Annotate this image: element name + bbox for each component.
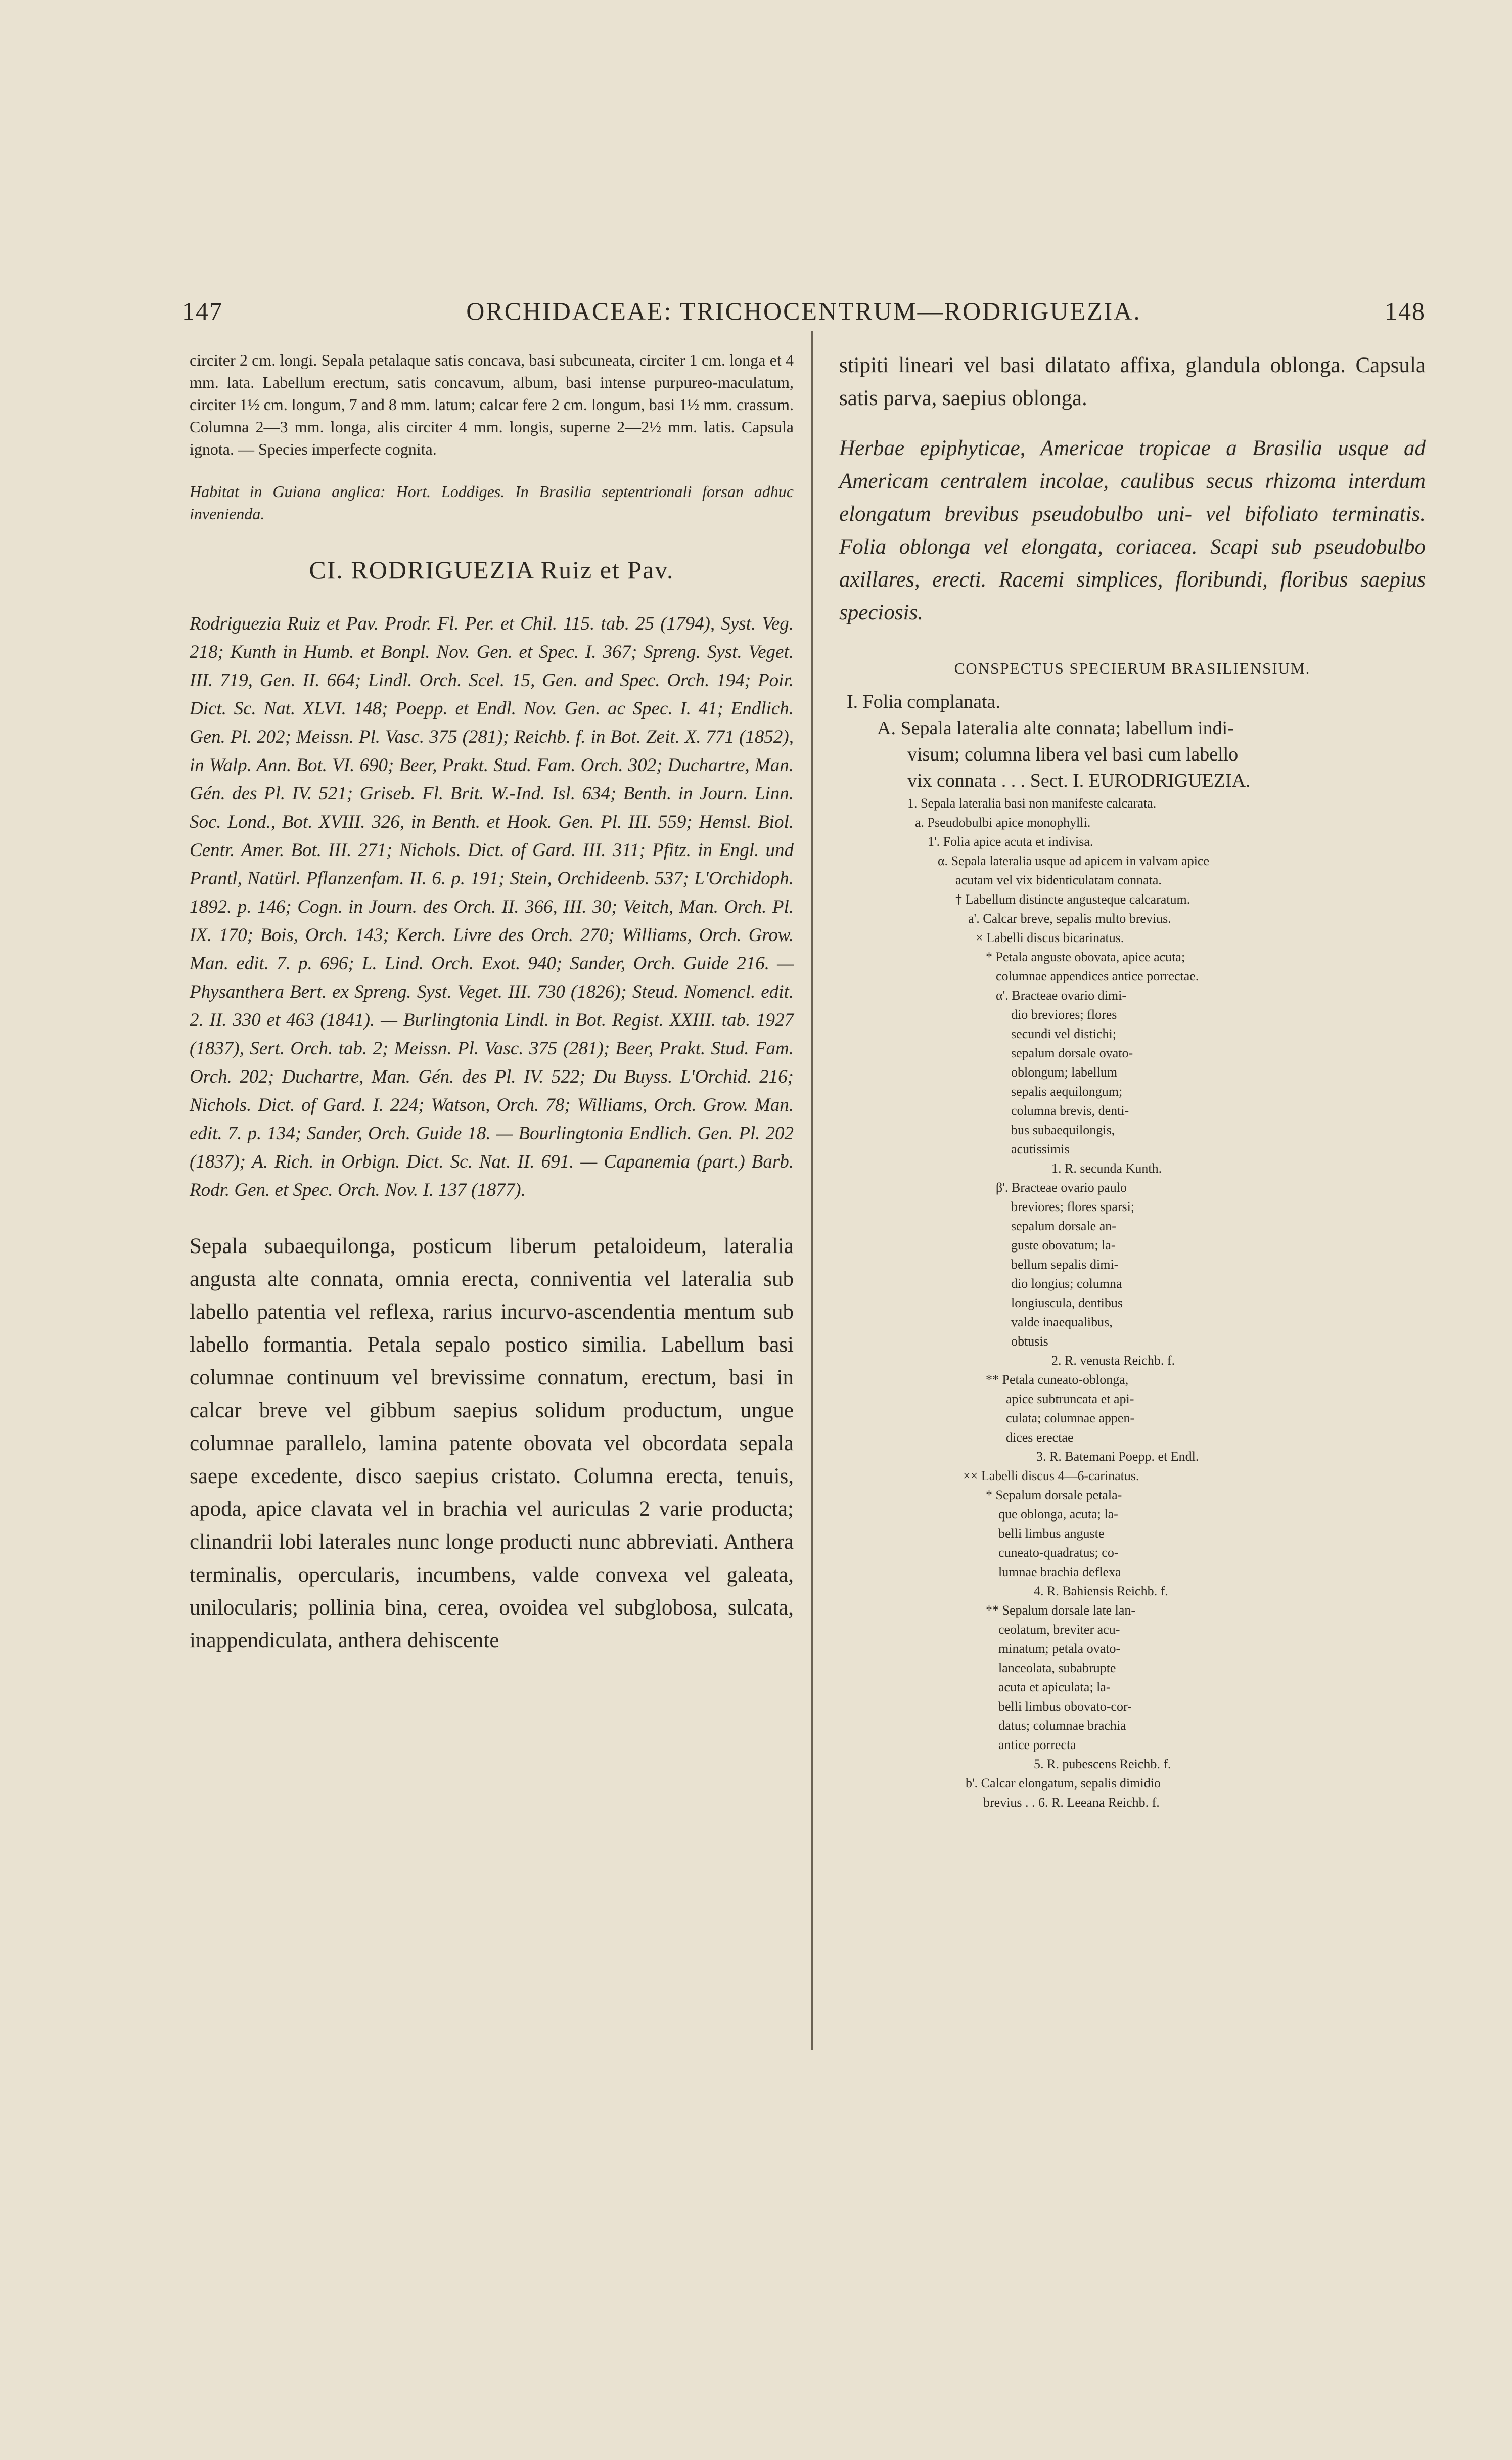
key-line: ** Petala cuneato-oblonga,	[986, 1372, 1129, 1387]
key-line: I. Folia complanata.	[847, 691, 1000, 712]
species-description-continued: circiter 2 cm. longi. Sepala petalaque satis concava, basi subcuneata, circiter 1 cm. longa et 4 mm. lata. Labellum erectum, satis concavum, album, basi intense purpureo-maculatum, circiter 1½ cm. longum, 7 and 8 mm. latum; calcar fere 2 cm. longum, basi 1½ mm. crassum. Columna 2—3 mm. longa, alis circiter 4 mm. longis, superne 2—2½ mm. latis. Capsula ignota. — Species imperfecte cognita.	[190, 351, 794, 458]
key-line: * Petala anguste obovata, apice acuta;	[986, 950, 1185, 964]
key-line: breviores; flores sparsi;	[1011, 1199, 1135, 1214]
key-line: β'. Bracteae ovario paulo	[996, 1180, 1127, 1195]
key-line: acutam vel vix bidenticulatam connata.	[955, 873, 1162, 887]
genus-heading: CI. RODRIGUEZIA Ruiz et Pav.	[309, 556, 674, 584]
genus-description-continued: stipiti lineari vel basi dilatato affixa, glandula oblonga. Capsula satis parva, saepius oblonga.	[839, 353, 1426, 410]
key-line: a'. Calcar breve, sepalis multo brevius.	[968, 911, 1171, 926]
key-line: culata; columnae appen-	[1006, 1411, 1135, 1425]
key-line: ** Sepalum dorsale late lan-	[986, 1603, 1136, 1618]
column-divider	[811, 331, 813, 2050]
left-column	[190, 349, 794, 1657]
conspectus-heading: CONSPECTUS SPECIERUM BRASILIENSIUM.	[954, 659, 1311, 677]
key-line: 5. R. pubescens Reichb. f.	[1034, 1757, 1171, 1771]
running-title: ORCHIDACEAE: TRICHOCENTRUM—RODRIGUEZIA.	[466, 297, 1141, 325]
key-line: cuneato-quadratus; co-	[998, 1545, 1119, 1560]
species-key	[839, 689, 1426, 1812]
key-line: oblongum; labellum	[1011, 1065, 1118, 1080]
right-column	[839, 349, 1426, 1812]
key-line: 1'. Folia apice acuta et indivisa.	[928, 834, 1093, 849]
key-line: 1. R. secunda Kunth.	[1051, 1161, 1162, 1176]
key-line: lumnae brachia deflexa	[998, 1564, 1121, 1579]
page-header	[182, 296, 1426, 332]
habit-description: Herbae epiphyticae, Americae tropicae a Brasilia usque ad Americam centralem incolae, caulibus secus rhizoma interdum elongatum brevibus pseudobulbo uni- vel bifoliato terminatis. Folia oblonga vel elongata, coriacea. Scapi sub pseudobulbo axillares, erecti. Racemi simplices, floribundi, floribus saepius speciosis.	[839, 436, 1426, 624]
key-line: 4. R. Bahiensis Reichb. f.	[1034, 1584, 1168, 1598]
key-line: sepalum dorsale ovato-	[1011, 1046, 1133, 1060]
key-line: brevius . . 6. R. Leeana Reichb. f.	[983, 1795, 1160, 1810]
key-line: longiuscula, dentibus	[1011, 1295, 1123, 1310]
key-line: columna brevis, denti-	[1011, 1103, 1129, 1118]
key-line: que oblonga, acuta; la-	[998, 1507, 1118, 1522]
genus-description: Sepala subaequilonga, posticum liberum petaloideum, lateralia angusta alte connata, omnia erecta, conniventia vel lateralia sub labello patentia vel reflexa, rarius incurvo-ascendentia mentum sub labello formantia. Petala sepalo postico similia. Labellum basi columnae continuum vel brevissime connatum, erectum, basi in calcar breve vel gibbum saepius solidum productum, ungue columnae parallelo, lamina patente obovata vel obcordata sepala saepe excedente, disco saepius cristato. Columna erecta, tenuis, apoda, apice clavata vel in brachia vel auriculas 2 varie producta; clinandrii lobi laterales nunc longe producti nunc abbreviati. Anthera terminalis, opercularis, incumbens, valde convexa vel galeata, unilocularis; pollinia bina, cerea, ovoidea vel subglobosa, sulcata, inappendiculata, anthera dehiscente	[190, 1234, 794, 1652]
key-line: sepalum dorsale an-	[1011, 1219, 1116, 1233]
key-line: 1. Sepala lateralia basi non manifeste calcarata.	[907, 796, 1157, 811]
key-line: acuta et apiculata; la-	[998, 1680, 1111, 1694]
key-line: 2. R. venusta Reichb. f.	[1051, 1353, 1175, 1368]
key-line: b'. Calcar elongatum, sepalis dimidio	[966, 1776, 1161, 1791]
key-line: acutissimis	[1011, 1142, 1070, 1156]
key-line: sepalis aequilongum;	[1011, 1084, 1123, 1099]
key-line: obtusis	[1011, 1334, 1048, 1349]
habitat-note: Habitat in Guiana anglica: Hort. Loddiges. In Brasilia septentrionali forsan adhuc invenienda.	[190, 482, 794, 523]
genus-synonymy: Rodriguezia Ruiz et Pav. Prodr. Fl. Per. et Chil. 115. tab. 25 (1794), Syst. Veg. 218; Kunth in Humb. et Bonpl. Nov. Gen. et Spec. I. 367; Spreng. Syst. Veget. III. 719, Gen. II. 664; Lindl. Orch. Scel. 15, Gen. and Spec. Orch. 194; Poir. Dict. Sc. Nat. XLVI. 148; Poepp. et Endl. Nov. Gen. ac Spec. I. 41; Endlich. Gen. Pl. 202; Meissn. Pl. Vasc. 375 (281); Reichb. f. in Bot. Zeit. X. 771 (1852), in Walp. Ann. Bot. VI. 690; Beer, Prakt. Stud. Fam. Orch. 302; Duchartre, Man. Gén. des Pl. IV. 521; Griseb. Fl. Brit. W.-Ind. Isl. 634; Benth. in Journ. Linn. Soc. Lond., Bot. XVIII. 326, in Benth. et Hook. Gen. Pl. III. 559; Hemsl. Biol. Centr. Amer. Bot. III. 271; Nichols. Dict. of Gard. III. 311; Pfitz. in Engl. und Prantl, Natürl. Pflanzenfam. II. 6. p. 191; Stein, Orchideenb. 537; L'Orchidoph. 1892. p. 146; Cogn. in Journ. des Orch. II. 366, III. 30; Veitch, Man. Orch. Pl. IX. 170; Bois, Orch. 143; Kerch. Livre des Orch. 270; Williams, Orch. Grow. Man. edit. 7. p. 696; L. Lind. Orch. Exot. 940; Sander, Orch. Guide 216. — Physanthera Bert. ex Spreng. Syst. Veget. III. 730 (1826); Steud. Nomencl. edit. 2. II. 330 et 463 (1841). — Burlingtonia Lindl. in Bot. Regist. XXIII. tab. 1927 (1837), Sert. Orch. tab. 2; Meissn. Pl. Vasc. 375 (281); Beer, Prakt. Stud. Fam. Orch. 202; Duchartre, Man. Gén. des Pl. IV. 522; Du Buyss. L'Orchid. 216; Nichols. Dict. of Gard. I. 224; Watson, Orch. 78; Williams, Orch. Grow. Man. edit. 7. p. 134; Sander, Orch. Guide 18. — Bourlingtonia Endlich. Gen. Pl. 202 (1837); A. Rich. in Orbign. Dict. Sc. Nat. II. 691. — Capanemia (part.) Barb. Rodr. Gen. et Spec. Orch. Nov. I. 137 (1877).	[190, 613, 794, 1200]
key-line: apice subtruncata et api-	[1006, 1392, 1134, 1406]
key-line: × Labelli discus bicarinatus.	[976, 930, 1124, 945]
key-line: secundi vel distichi;	[1011, 1026, 1116, 1041]
key-line: valde inaequalibus,	[1011, 1315, 1113, 1329]
key-line: 3. R. Batemani Poepp. et Endl.	[1036, 1449, 1199, 1464]
key-line: bus subaequilongis,	[1011, 1123, 1115, 1137]
key-line: dices erectae	[1006, 1430, 1074, 1445]
key-line: dio longius; columna	[1011, 1276, 1122, 1291]
key-line: guste obovatum; la-	[1011, 1238, 1116, 1253]
key-line: † Labellum distincte angusteque calcaratum.	[955, 892, 1190, 907]
page-number-left: 147	[182, 297, 223, 325]
key-line: lanceolata, subabrupte	[998, 1661, 1116, 1675]
key-line: bellum sepalis dimi-	[1011, 1257, 1119, 1272]
key-line: antice porrecta	[998, 1737, 1076, 1752]
page-number-right: 148	[1385, 297, 1426, 325]
key-line: A. Sepala lateralia alte connata; labellum indi-	[877, 718, 1234, 739]
key-line: ceolatum, breviter acu-	[998, 1622, 1120, 1637]
key-line: dio breviores; flores	[1011, 1007, 1117, 1022]
key-line: belli limbus anguste	[998, 1526, 1105, 1541]
key-line: columnae appendices antice porrectae.	[996, 969, 1199, 983]
key-line: ×× Labelli discus 4—6-carinatus.	[963, 1468, 1139, 1483]
key-line: minatum; petala ovato-	[998, 1641, 1121, 1656]
key-line: datus; columnae brachia	[998, 1718, 1126, 1733]
key-line: a. Pseudobulbi apice monophylli.	[915, 815, 1091, 830]
key-line: * Sepalum dorsale petala-	[986, 1488, 1122, 1502]
key-line: belli limbus obovato-cor-	[998, 1699, 1132, 1714]
key-line: α'. Bracteae ovario dimi-	[996, 988, 1126, 1003]
key-line: α. Sepala lateralia usque ad apicem in valvam apice	[938, 854, 1209, 868]
key-line: visum; columna libera vel basi cum labello	[907, 744, 1239, 765]
key-line: vix connata . . . Sect. I. EURODRIGUEZIA.	[907, 770, 1251, 791]
